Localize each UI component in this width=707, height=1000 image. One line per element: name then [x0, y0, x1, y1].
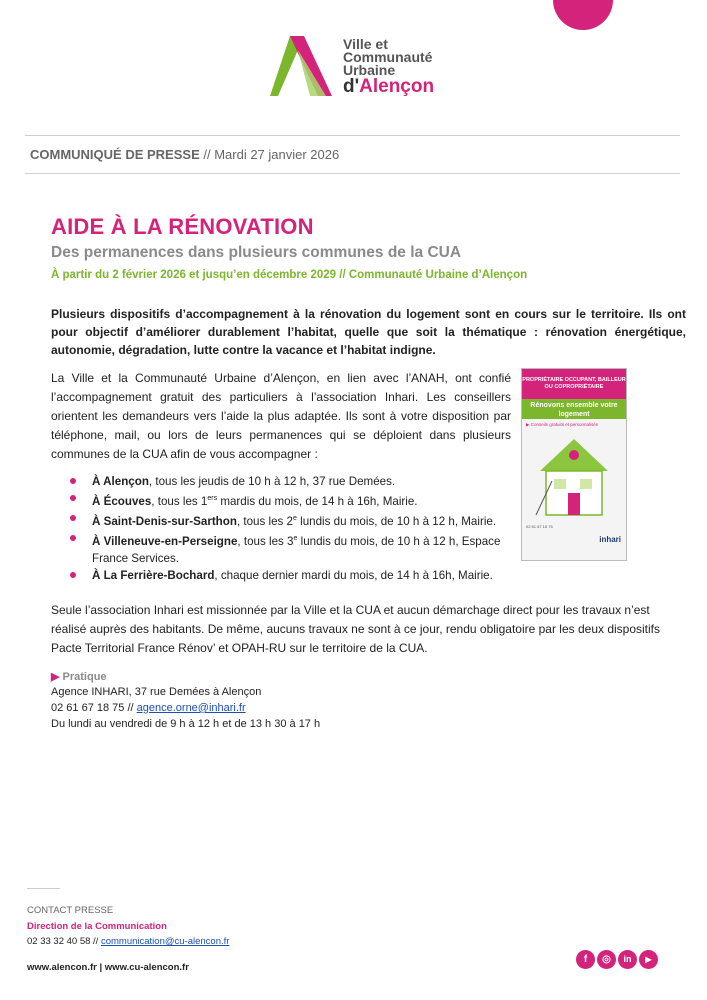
logo-a-icon: [270, 36, 352, 98]
websites[interactable]: www.alencon.fr | www.cu-alencon.fr: [27, 962, 189, 973]
decorative-pink-circle: [553, 0, 613, 30]
contact-label: CONTACT PRESSE: [27, 905, 114, 916]
bullet-sup: ers: [207, 495, 218, 502]
list-item: [70, 510, 510, 530]
pratique-sep: //: [124, 702, 137, 714]
contact-phone: 02 33 32 40 58: [27, 936, 91, 947]
bullet-text: , tous les jeudis de 10 h à 12 h, 37 rue Demées.: [148, 475, 396, 488]
contact-sep: //: [90, 936, 101, 947]
dates-line: À partir du 2 février 2026 et jusqu’en décembre 2029 // Communauté Urbaine d’Alençon: [51, 269, 528, 281]
poster-subtitle: ▶ Conseils gratuits et personnalisés: [526, 422, 598, 427]
bullet-icon: [70, 495, 76, 501]
bullet-text-rest: lundis du mois, de 10 h à 12 h, Mairie.: [296, 514, 497, 528]
linkedin-icon[interactable]: in: [618, 950, 637, 969]
bullet-text: , tous les 3: [237, 534, 294, 548]
facebook-icon[interactable]: f: [576, 950, 595, 969]
pratique-hours: Du lundi au vendredi de 9 h à 12 h et de 13 h 30 à 17 h: [51, 718, 321, 730]
poster-footer: [526, 524, 586, 529]
list-item: [70, 530, 510, 567]
page-subtitle: Des permanences dans plusieurs communes de la CUA: [51, 244, 462, 261]
contact-direction: Direction de la Communication: [27, 921, 167, 932]
bullet-text: , tous les 1: [151, 494, 208, 508]
footer-divider: [27, 888, 60, 889]
bullet-icon: [70, 515, 76, 521]
logo-line-3: Urbaine: [343, 62, 396, 78]
page-title: AIDE À LA RÉNOVATION: [51, 214, 314, 239]
logo-line-1: Ville et: [343, 36, 388, 52]
pratique-phone: 02 61 67 18 75: [51, 702, 125, 714]
contact-email-link[interactable]: communication@cu-alencon.fr: [100, 936, 230, 947]
bullet-place: À Écouves: [92, 494, 152, 508]
house-illustration: [532, 431, 616, 521]
bullet-text: , tous les 2: [236, 514, 294, 528]
poster-phone: 02 61 67 18 75: [526, 524, 553, 529]
pratique-contact: [51, 700, 320, 716]
poster-image: [521, 368, 627, 561]
bullet-icon: [70, 535, 76, 541]
press-label: COMMUNIQUÉ DE PRESSE: [30, 147, 200, 162]
logo-city: Alençon: [359, 76, 435, 97]
poster-title: Rénovons ensemble votre logement: [522, 399, 626, 419]
intro-paragraph: La Ville et la Communauté Urbaine d’Alençon, en lien avec l’ANAH, ont confié l’accompagnement gratuit des particuliers à l’association Inhari. Les conseillers orientent les demandeurs vers l’aide la plus adaptée. Ils sont à votre disposition par téléphone, mail, ou lors de leurs permanences qui se déploient dans plusieurs communes de la CUA afin de vous accompagner :: [51, 371, 511, 461]
bullet-icon: [70, 478, 76, 484]
contact-line: [27, 936, 229, 947]
logo-line-4: [343, 77, 434, 97]
permanences-list: [70, 473, 510, 584]
list-item: [70, 490, 510, 510]
divider-top: [25, 135, 680, 136]
pratique-arrow-icon: ▶: [51, 671, 60, 683]
bullet-sup: e: [293, 534, 298, 542]
logo-line-2: Communauté: [343, 49, 433, 65]
bullet-text-rest: lundis du mois, de 10 h à 12 h, Espace France Services.: [92, 534, 501, 565]
bullet-text-rest: mardis du mois, de 14 h à 16h, Mairie.: [217, 494, 418, 508]
bullet-place: À La Ferrière-Bochard: [92, 568, 215, 582]
bullet-place: À Villeneuve-en-Perseigne: [92, 534, 238, 548]
pratique-address: Agence INHARI, 37 rue Demées à Alençon: [51, 686, 262, 698]
divider-press: [25, 173, 680, 174]
bullet-place: À Saint-Denis-sur-Sarthon: [92, 514, 237, 528]
pratique-title: Pratique: [62, 671, 107, 683]
bullet-text: , chaque dernier mardi du mois, de 14 h à 16h, Mairie.: [214, 568, 493, 582]
bullet-icon: [70, 572, 76, 578]
poster-brand: inhari: [599, 535, 621, 544]
poster-header: PROPRIÉTAIRE OCCUPANT, BAILLEUR OU COPROPRIÉTAIRE: [522, 369, 626, 399]
closing-paragraph: Seule l’association Inhari est missionnée par la Ville et la CUA et aucun démarchage direct pour les travaux n’est réalisé auprès des habitants. De même, aucuns travaux ne sont à ce jour, rendu obligatoire par les deux dispositifs Pacte Territorial France Rénov’ et OPAH-RU sur le territoire de la CUA.: [51, 603, 661, 655]
youtube-icon[interactable]: ▶: [639, 950, 658, 969]
press-release-line: [30, 147, 339, 162]
bullet-sup: e: [293, 514, 297, 522]
instagram-icon[interactable]: ◎: [597, 950, 616, 969]
logo-prefix: d': [343, 76, 360, 97]
pratique-heading: [51, 670, 107, 683]
pratique-email-link[interactable]: agence.orne@inhari.fr: [136, 702, 246, 714]
lead-paragraph: Plusieurs dispositifs d’accompagnement à la rénovation du logement sont en cours sur le territoire. Ils ont pour objectif d’améliorer durablement l’habitat, quelle que soit la thématique : rénovation énergétique, autonomie, dégradation, lutte contre la vacance et l’habitat indigne.: [51, 307, 686, 357]
bullet-place: À Alençon: [92, 475, 149, 488]
press-separator: //: [199, 147, 215, 162]
press-date: Mardi 27 janvier 2026: [214, 147, 340, 162]
logo-wordmark: [343, 38, 434, 97]
list-item: [70, 567, 510, 584]
pratique-block: [51, 684, 320, 732]
list-item: [70, 473, 510, 490]
